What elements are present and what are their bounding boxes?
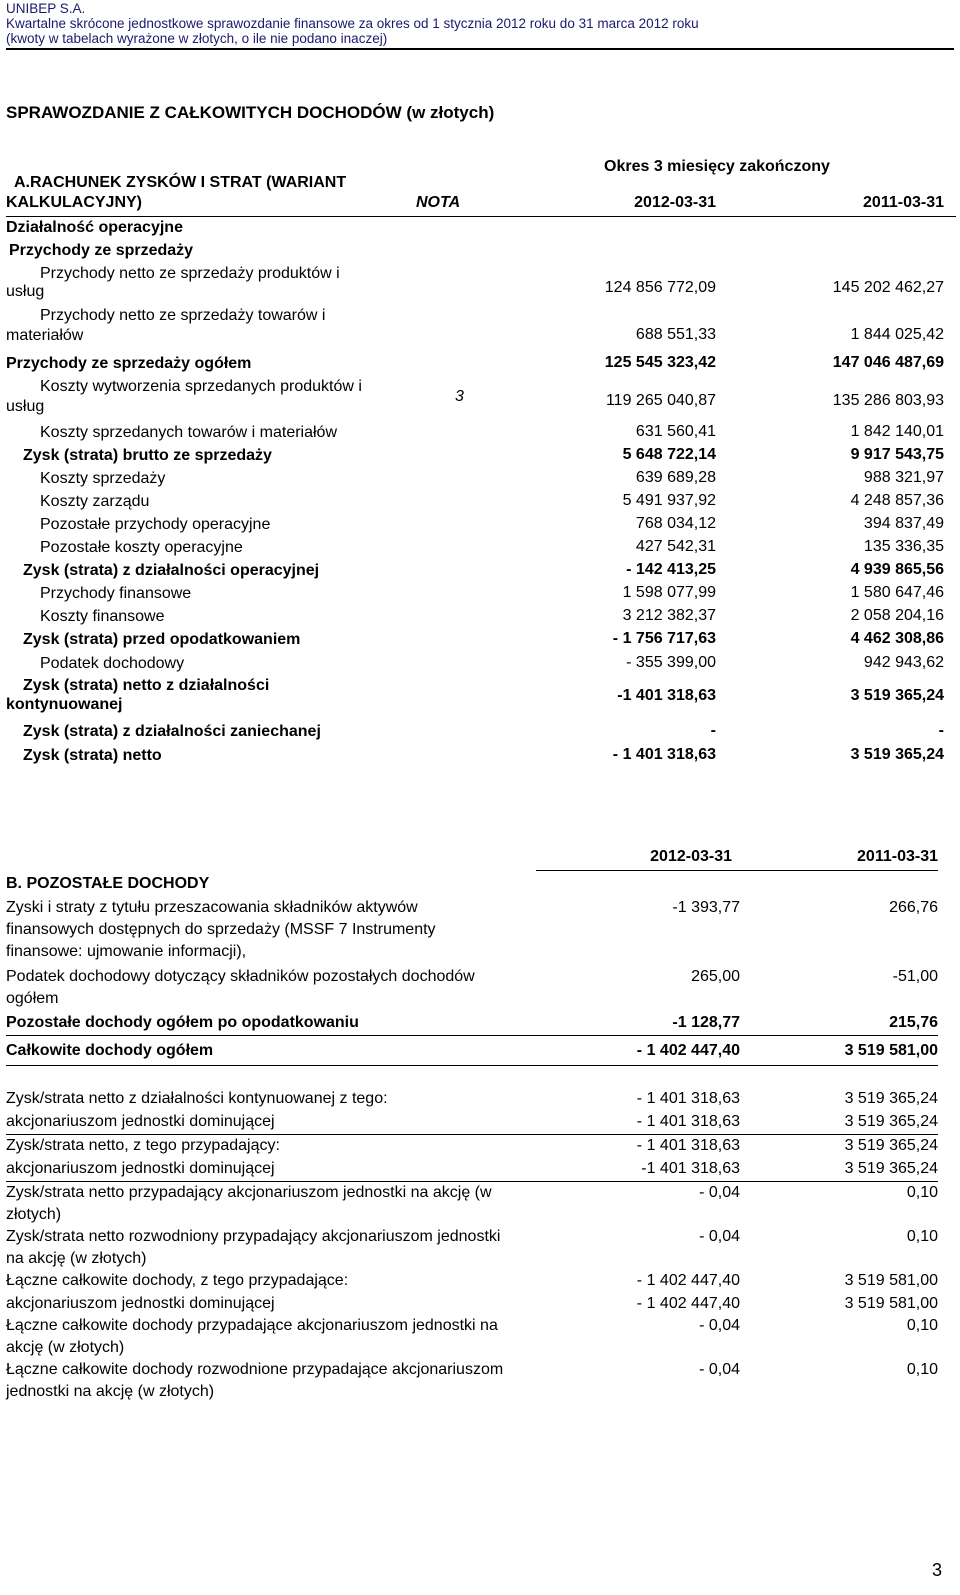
report-description: Kwartalne skrócone jednostkowe sprawozdanie finansowe za okres od 1 stycznia 2012 roku do 31 marca 2012 roku bbox=[6, 16, 699, 31]
table-row: Przychody ze sprzedaży ogółem 125 545 323,42 147 046 487,69 bbox=[6, 354, 944, 372]
table-row: Pozostałe koszty operacyjne 427 542,31 135 336,35 bbox=[40, 538, 944, 556]
date-column-2011: 2011-03-31 bbox=[857, 848, 938, 865]
table-row: Całkowite dochody ogółem - 1 402 447,40 3 519 581,00 bbox=[6, 1037, 938, 1066]
table-row: akcjonariuszom jednostki dominującej - 1 402 447,40 3 519 581,00 bbox=[6, 1295, 938, 1312]
document-header bbox=[6, 1, 954, 50]
other-income-column-header bbox=[536, 848, 938, 871]
table-row: Zysk (strata) netto - 1 401 318,63 3 519 365,24 bbox=[23, 746, 944, 764]
table-row: Koszty sprzedaży 639 689,28 988 321,97 bbox=[40, 469, 944, 487]
table-row: Koszty wytworzenia sprzedanych produktów i usług 3 119 265 040,87 135 286 803,93 bbox=[6, 378, 944, 415]
table-row: Koszty sprzedanych towarów i materiałów 631 560,41 1 842 140,01 bbox=[40, 423, 944, 441]
table-row: Zysk (strata) z działalności operacyjnej - 142 413,25 4 939 865,56 bbox=[23, 561, 944, 579]
section-b-title-row bbox=[6, 871, 938, 897]
table-row: Koszty finansowe 3 212 382,37 2 058 204,16 bbox=[40, 607, 944, 625]
nota-header: NOTA bbox=[416, 194, 461, 211]
table-row: Zysk (strata) przed opodatkowaniem - 1 756 717,63 4 462 308,86 bbox=[23, 630, 944, 648]
table-row: Zysk (strata) z działalności zaniechanej - - bbox=[23, 722, 944, 740]
table-row: Zysk (strata) netto z działalności kontynuowanej -1 401 318,63 3 519 365,24 bbox=[6, 677, 944, 713]
table-row: Łączne całkowite dochody przypadające akcjonariuszom jednostki na akcję (w złotych) - 0,04 0,10 bbox=[6, 1317, 938, 1356]
page-title: SPRAWOZDANIE Z CAŁKOWITYCH DOCHODÓW (w złotych) bbox=[6, 103, 495, 122]
table-row: Łączne całkowite dochody, z tego przypadające: - 1 402 447,40 3 519 581,00 bbox=[6, 1272, 938, 1289]
table-row: Pozostałe przychody operacyjne 768 034,12 394 837,49 bbox=[40, 515, 944, 533]
currency-note: (kwoty w tabelach wyrażone w złotych, o ile nie podano inaczej) bbox=[6, 31, 388, 46]
table-row: Zysk (strata) brutto ze sprzedaży 5 648 722,14 9 917 543,75 bbox=[23, 446, 944, 464]
income-statement-rows bbox=[6, 216, 956, 766]
table-row: Przychody netto ze sprzedaży produktów i usług 124 856 772,09 145 202 462,27 bbox=[6, 265, 944, 300]
table-row: akcjonariuszom jednostki dominującej -1 401 318,63 3 519 365,24 bbox=[6, 1158, 938, 1182]
table-row: Zysk/strata netto z działalności kontynuowanej z tego: - 1 401 318,63 3 519 365,24 bbox=[6, 1090, 938, 1107]
table-row: Podatek dochodowy dotyczący składników pozostałych dochodów ogółem 265,00 -51,00 bbox=[6, 968, 938, 1007]
table-row: Przychody ze sprzedaży bbox=[9, 242, 194, 259]
income-statement-column-header bbox=[6, 194, 956, 217]
table-row: Przychody finansowe 1 598 077,99 1 580 647,46 bbox=[40, 584, 944, 602]
table-row: Przychody netto ze sprzedaży towarów i materiałów 688 551,33 1 844 025,42 bbox=[6, 307, 944, 344]
section-a-title-line1: A.RACHUNEK ZYSKÓW I STRAT (WARIANT bbox=[14, 174, 347, 191]
table-row: Pozostałe dochody ogółem po opodatkowaniu -1 128,77 215,76 bbox=[6, 1012, 938, 1036]
table-row: Zysk/strata netto, z tego przypadający: - 1 401 318,63 3 519 365,24 bbox=[6, 1137, 938, 1154]
section-b-title: B. POZOSTAŁE DOCHODY bbox=[6, 875, 210, 892]
table-row: Zyski i straty z tytułu przeszacowania składników aktywów finansowych dostępnych do sprzedaży (MSSF 7 Instrumenty finansowe: ujmowanie informacji), -1 393,77 266,76 bbox=[6, 899, 938, 960]
other-income-section bbox=[6, 848, 938, 1403]
period-label: Okres 3 miesięcy zakończony bbox=[604, 158, 830, 175]
table-row: Zysk/strata netto przypadający akcjonariuszom jednostki na akcję (w złotych) - 0,04 0,10 bbox=[6, 1184, 938, 1223]
table-row: Podatek dochodowy - 355 399,00 942 943,62 bbox=[40, 654, 944, 672]
date-column-2011: 2011-03-31 bbox=[863, 194, 944, 211]
table-row: akcjonariuszom jednostki dominującej - 1 401 318,63 3 519 365,24 bbox=[6, 1111, 938, 1135]
section-a-title-line2: KALKULACYJNY) bbox=[6, 194, 142, 211]
company-name: UNIBEP S.A. bbox=[6, 1, 86, 16]
table-row: Zysk/strata netto rozwodniony przypadający akcjonariuszom jednostki na akcję (w złotych) - 0,04 0,10 bbox=[6, 1228, 938, 1267]
table-row: Łączne całkowite dochody rozwodnione przypadające akcjonariuszom jednostki na akcję (w złotych) - 0,04 0,10 bbox=[6, 1361, 938, 1400]
table-row: Koszty zarządu 5 491 937,92 4 248 857,36 bbox=[40, 492, 944, 510]
date-column-2012: 2012-03-31 bbox=[650, 848, 732, 865]
date-column-2012: 2012-03-31 bbox=[634, 194, 716, 211]
table-row: Działalność operacyjne bbox=[6, 219, 183, 236]
page-number: 3 bbox=[931, 1560, 942, 1580]
